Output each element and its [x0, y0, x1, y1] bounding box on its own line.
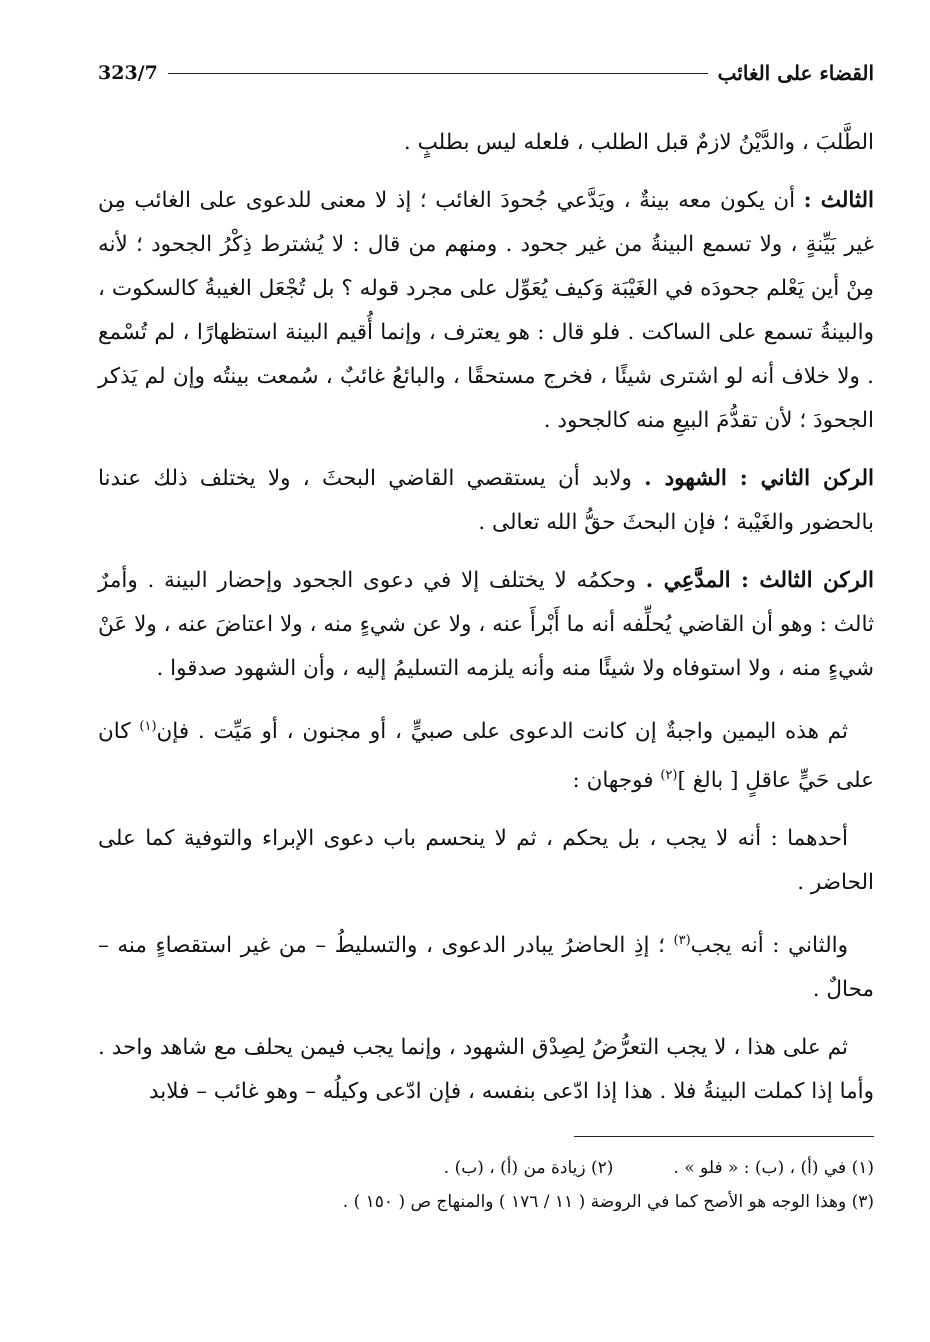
footnote-separator	[574, 1136, 874, 1137]
footnote-1: (١) في (أ) ، (ب) : « فلو » .	[673, 1158, 874, 1179]
header-title: القضاء على الغائب	[717, 61, 874, 85]
paragraph-1: الطَّلبَ ، والدَّيْنُ لازمٌ قبل الطلب ، فلعله ليس بطلبٍ .	[403, 130, 874, 155]
paragraph-7-text-a: والثاني : أنه يجب	[690, 933, 848, 959]
paragraph-5-text-c: فوجهان :	[572, 768, 661, 794]
paragraph-5	[98, 705, 874, 803]
page-number: 323/7	[98, 62, 158, 84]
running-header	[98, 55, 874, 91]
footnote-ref-3: (٣)	[673, 933, 691, 949]
footnote-ref-2: (٢)	[660, 768, 678, 784]
footnote-2: (٢) زيادة من (أ) ، (ب) .	[443, 1158, 614, 1179]
footnote-line-1	[98, 1151, 874, 1185]
paragraph-7-text-b: ؛ إذِ الحاضرُ يبادر الدعوى ، والتسليطُ – من غير استقصاءٍ منه – محالٌ .	[98, 933, 874, 1003]
paragraph-3-text: ولابد أن يستقصي القاضي البحثَ ، ولا يختلف ذلك عندنا بالحضور والغَيْبة ؛ فإن البحثَ حقُّ الله تعالى .	[98, 466, 874, 535]
paragraph-7	[98, 919, 874, 1012]
paragraph-3	[98, 457, 874, 545]
paragraph-2-text: أن يكون معه بينةٌ ، ويَدَّعي جُحودَ الغائب ؛ إذ لا معنى للدعوى على الغائب مِن غير بَيِّنةٍ ، ولا تسمع البينةُ من غير جحود . ومنهم من قال : لا يُشترط ذِكْرُ الجحود ؛ لأنه مِنْ أين يَعْلم جحودَه في الغَيْبَة وَكيف يُعَوِّل على مجرد قوله ؟ بل تُجْعَل الغيبةُ كالسكوت ، والبينةُ تسمع على الساكت . فلو قال : هو يعترف ، وإنما أُقيم البينة استظهارًا ، لم تُسْمع . ولا خلاف أنه لو اشترى شيئًا ، فخرج مستحقًا ، والبائعُ غائبٌ ، سُمعت بينتُه وإن لم يَذكر الجحودَ ؛ لأن تقدُّمَ البيعِ منه كالجحود .	[98, 188, 874, 433]
book-page	[98, 55, 874, 1219]
paragraph-6: أحدهما : أنه لا يجب ، بل يحكم ، ثم لا ينحسم باب دعوى الإبراء والتوفية كما على الحاضر .	[98, 826, 874, 896]
body-text	[98, 121, 874, 1114]
header-rule	[168, 73, 708, 74]
paragraph-4	[98, 559, 874, 691]
footnotes	[98, 1151, 874, 1219]
paragraph-5-text-b: كان على حَيٍّ عاقلٍ [ بالغ ]	[98, 719, 874, 794]
footnote-ref-1: (١)	[139, 719, 157, 734]
paragraph-2-heading: الثالث :	[803, 188, 874, 213]
footnote-3: (٣) وهذا الوجه هو الأصح كما في الروضة ( ١١ / ١٧٦ ) والمنهاج ص ( ١٥٠ ) .	[342, 1192, 874, 1213]
paragraph-4-heading: الركن الثالث : المدَّعِي .	[645, 568, 874, 593]
paragraph-4-text: وحكمُه لا يختلف إلا في دعوى الجحود وإحضار البينة . وأمرٌ ثالث : وهو أن القاضي يُحلِّفه أنه ما أَبْرأَ عنه ، ولا عن شيءٍ منه ، ولا اعتاضَ عنه ، ولا عَنْ شيءٍ منه ، ولا استوفاه ولا شيئًا منه وأنه يلزمه التسليمُ إليه ، وأن الشهود صدقوا .	[98, 568, 874, 681]
paragraph-2	[98, 179, 874, 443]
paragraph-3-heading: الركن الثاني : الشهود .	[644, 466, 874, 491]
paragraph-8: ثم على هذا ، لا يجب التعرُّضُ لِصِدْق الشهود ، وإنما يجب فيمن يحلف مع شاهد واحد . وأما إذا كملت البينةُ فلا . هذا إذا ادّعى بنفسه ، فإن ادّعى وكيلُه – وهو غائب – فلابد	[98, 1035, 874, 1105]
paragraph-5-text-a: ثم هذه اليمين واجبةٌ إن كانت الدعوى على صبيٍّ ، أو مجنون ، أو مَيِّت . فإن	[156, 719, 848, 745]
